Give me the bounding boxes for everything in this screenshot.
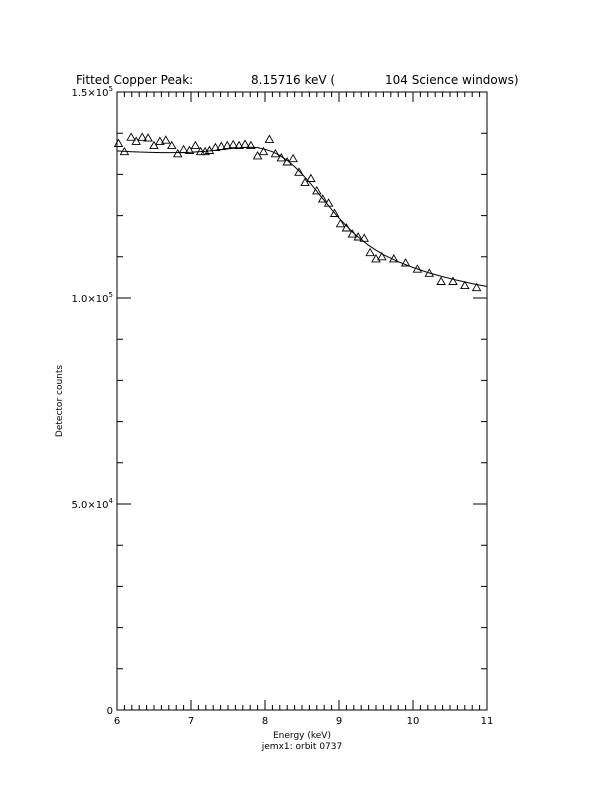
y-axis-label: Detector counts [55, 364, 65, 438]
data-point [366, 249, 374, 256]
fit-curve [117, 147, 487, 286]
y-tick-labels [72, 85, 114, 717]
footer-label: jemx1: orbit 0737 [261, 742, 343, 752]
data-point [289, 155, 297, 162]
data-point [265, 135, 273, 142]
x-tick-label: 6 [113, 716, 121, 727]
y-tick-label: $1.0\times 10^5$ [71, 291, 113, 305]
x-axis-label: Energy (keV) [273, 731, 331, 741]
data-point [115, 140, 123, 147]
x-tick-label: 9 [335, 716, 343, 727]
chart-title-energy: 8.15716 keV ( [251, 73, 336, 87]
chart-title-windows: 104 Science windows) [385, 73, 519, 87]
y-tick-label: $5.0\times 10^4$ [71, 497, 113, 511]
chart-title-prefix: Fitted Copper Peak: [76, 73, 194, 87]
x-tick-label: 11 [480, 716, 494, 727]
y-tick-label: $1.5\times 10^5$ [71, 85, 113, 99]
data-point [191, 142, 199, 149]
data-point [437, 278, 445, 285]
x-tick-label: 8 [261, 716, 269, 727]
x-tick-label: 7 [187, 716, 195, 727]
y-tick-label: 0 [106, 706, 113, 717]
x-tick-labels [114, 716, 494, 727]
data-point [127, 133, 135, 140]
data-points [115, 133, 481, 290]
x-tick-label: 10 [406, 716, 420, 727]
